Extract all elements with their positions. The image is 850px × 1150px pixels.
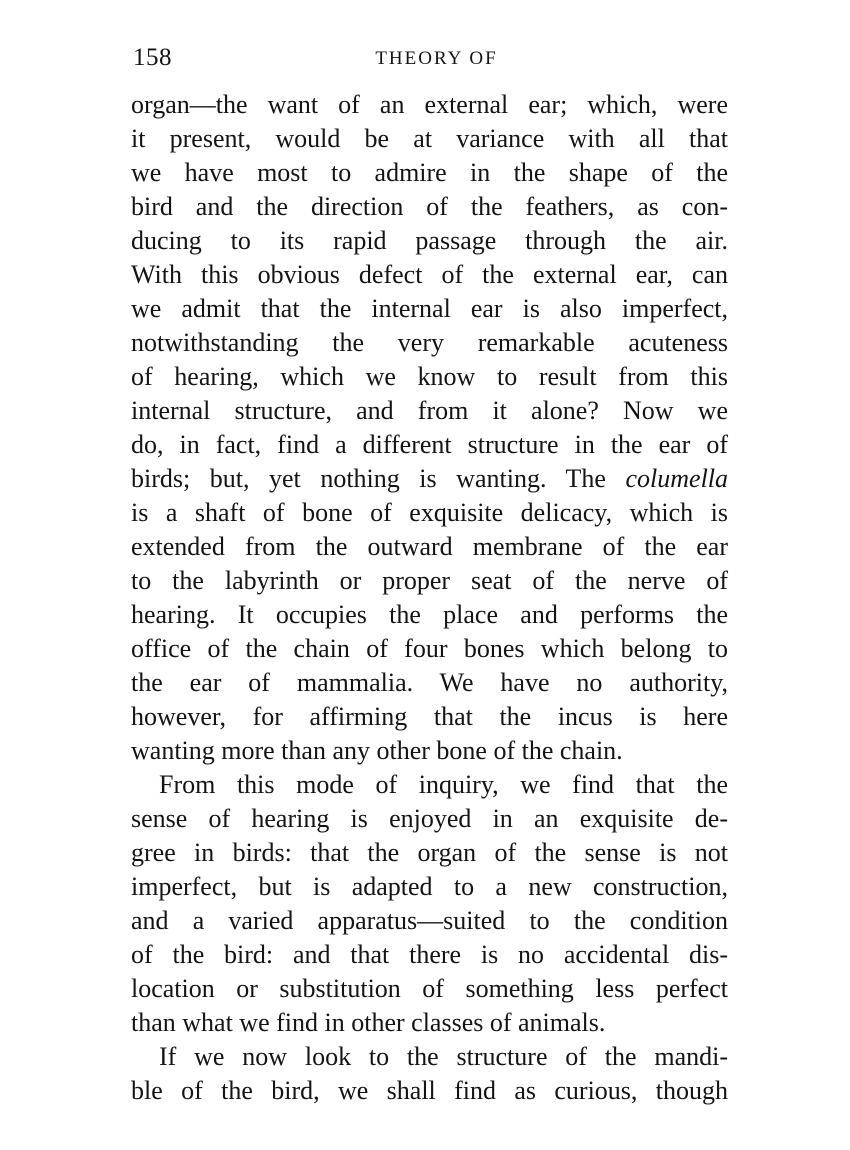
text-line: gree in birds: that the organ of the sense is not xyxy=(131,838,728,867)
text-line: of hearing, which we know to result from this xyxy=(131,362,728,391)
text-line: bird and the direction of the feathers, as con- xyxy=(131,192,728,221)
text-line: and a varied apparatus—suited to the condition xyxy=(131,906,728,935)
text-line: office of the chain of four bones which belong to xyxy=(131,634,728,663)
text-line: than what we find in other classes of animals. xyxy=(131,1008,606,1037)
running-title: THEORY OF xyxy=(375,48,498,69)
text-line: we have most to admire in the shape of the xyxy=(131,158,728,187)
text-fragment: birds; but, yet nothing is wanting. The xyxy=(131,464,606,493)
text-line: to the labyrinth or proper seat of the nerve of xyxy=(131,566,728,595)
text-line: internal structure, and from it alone? Now we xyxy=(131,396,728,425)
body-text xyxy=(131,88,728,1108)
text-line: hearing. It occupies the place and performs the xyxy=(131,600,728,629)
text-line: organ—the want of an external ear; which, were xyxy=(131,90,728,119)
text-line: imperfect, but is adapted to a new construction, xyxy=(131,872,728,901)
text-line: however, for affirming that the incus is here xyxy=(131,702,728,731)
text-line: wanting more than any other bone of the chain. xyxy=(131,736,623,765)
text-line: is a shaft of bone of exquisite delicacy, which is xyxy=(131,498,728,527)
text-line: ducing to its rapid passage through the air. xyxy=(131,226,728,255)
italic-term: columella xyxy=(625,464,729,493)
running-head xyxy=(133,44,728,74)
text-line: it present, would be at variance with all that xyxy=(131,124,728,153)
text-line: location or substitution of something less perfect xyxy=(131,974,728,1003)
text-line: we admit that the internal ear is also imperfect, xyxy=(131,294,728,323)
paragraph-first-line: From this mode of inquiry, we find that the xyxy=(159,770,728,799)
text-line: ble of the bird, we shall find as curious, though xyxy=(131,1076,728,1105)
text-line: sense of hearing is enjoyed in an exquisite de- xyxy=(131,804,728,833)
page-number: 158 xyxy=(133,44,172,71)
text-line: do, in fact, find a different structure in the ear of xyxy=(131,430,728,459)
paragraph-first-line: If we now look to the structure of the mandi- xyxy=(159,1042,728,1071)
text-line: extended from the outward membrane of the ear xyxy=(131,532,728,561)
text-line: With this obvious defect of the external ear, can xyxy=(131,260,728,289)
text-line: of the bird: and that there is no accidental dis- xyxy=(131,940,728,969)
text-line: notwithstanding the very remarkable acuteness xyxy=(131,328,728,357)
text-line-with-italic xyxy=(131,462,728,496)
text-line: the ear of mammalia. We have no authority, xyxy=(131,668,728,697)
